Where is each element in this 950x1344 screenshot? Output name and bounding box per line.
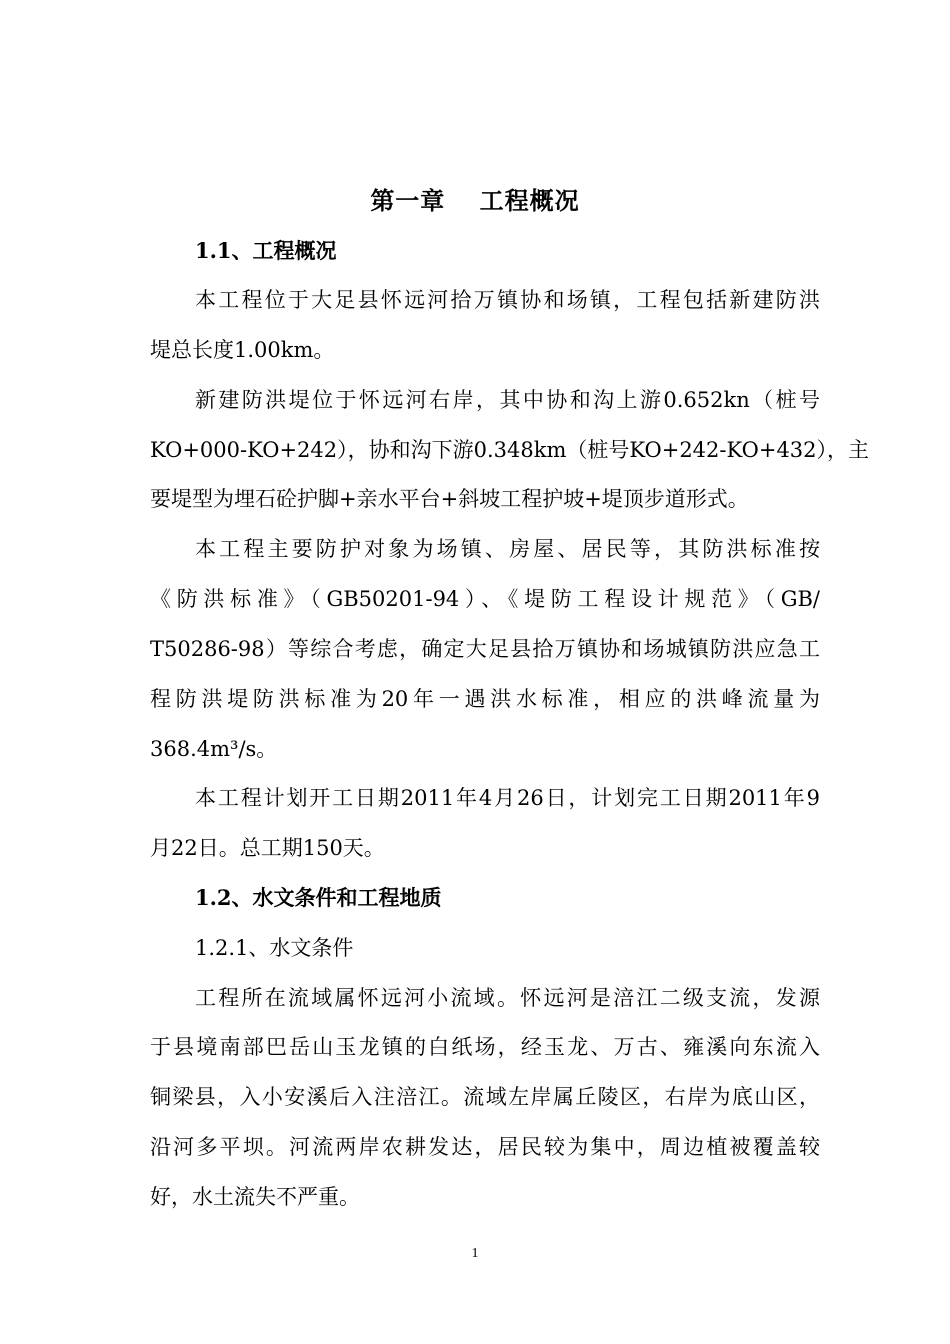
paragraph-line: 好，水土流失不严重。 xyxy=(150,1185,360,1209)
paragraph-line: T50286-98）等综合考虑，确定大足县拾万镇协和场城镇防洪应急工 xyxy=(150,637,820,661)
paragraph-line: 堤总长度1.00km。 xyxy=(150,338,335,362)
paragraph-line: KO+000-KO+242），协和沟下游0.348km（桩号KO+242-KO+432），主 xyxy=(150,438,870,462)
paragraph-line: 本工程位于大足县怀远河拾万镇协和场镇，工程包括新建防洪 xyxy=(195,288,820,312)
paragraph-line: 本工程主要防护对象为场镇、房屋、居民等，其防洪标准按 xyxy=(195,537,820,561)
paragraph-line: 铜梁县，入小安溪后入注涪江。流域左岸属丘陵区，右岸为底山区， xyxy=(150,1085,820,1109)
paragraph-line: 程防洪堤防洪标准为20年一遇洪水标准，相应的洪峰流量为 xyxy=(150,687,820,711)
paragraph-line: 要堤型为埋石砼护脚+亲水平台+斜坡工程护坡+堤顶步道形式。 xyxy=(150,487,749,511)
page-number: 1 xyxy=(471,1246,479,1261)
section-heading-1-1: 1.1、工程概况 xyxy=(195,238,337,263)
paragraph-line: 《防洪标准》（GB50201-94）、《堤防工程设计规范》（GB/ xyxy=(150,587,820,611)
chapter-title: 第一章 工程概况 xyxy=(370,186,580,215)
paragraph-line: 月22日。总工期150天。 xyxy=(150,836,385,860)
paragraph-line: 新建防洪堤位于怀远河右岸，其中协和沟上游0.652kn（桩号 xyxy=(195,388,820,412)
paragraph-line: 沿河多平坝。河流两岸农耕发达，居民较为集中，周边植被覆盖较 xyxy=(150,1135,820,1159)
paragraph-line: 368.4m³/s。 xyxy=(150,737,278,761)
paragraph-line: 于县境南部巴岳山玉龙镇的白纸场，经玉龙、万古、雍溪向东流入 xyxy=(150,1035,820,1059)
paragraph-line: 本工程计划开工日期2011年4月26日，计划完工日期2011年9 xyxy=(195,786,820,810)
subsection-heading-1-2-1: 1.2.1、水文条件 xyxy=(195,936,354,960)
paragraph-line: 工程所在流域属怀远河小流域。怀远河是涪江二级支流，发源 xyxy=(195,986,820,1010)
section-heading-1-2: 1.2、水文条件和工程地质 xyxy=(195,885,442,910)
